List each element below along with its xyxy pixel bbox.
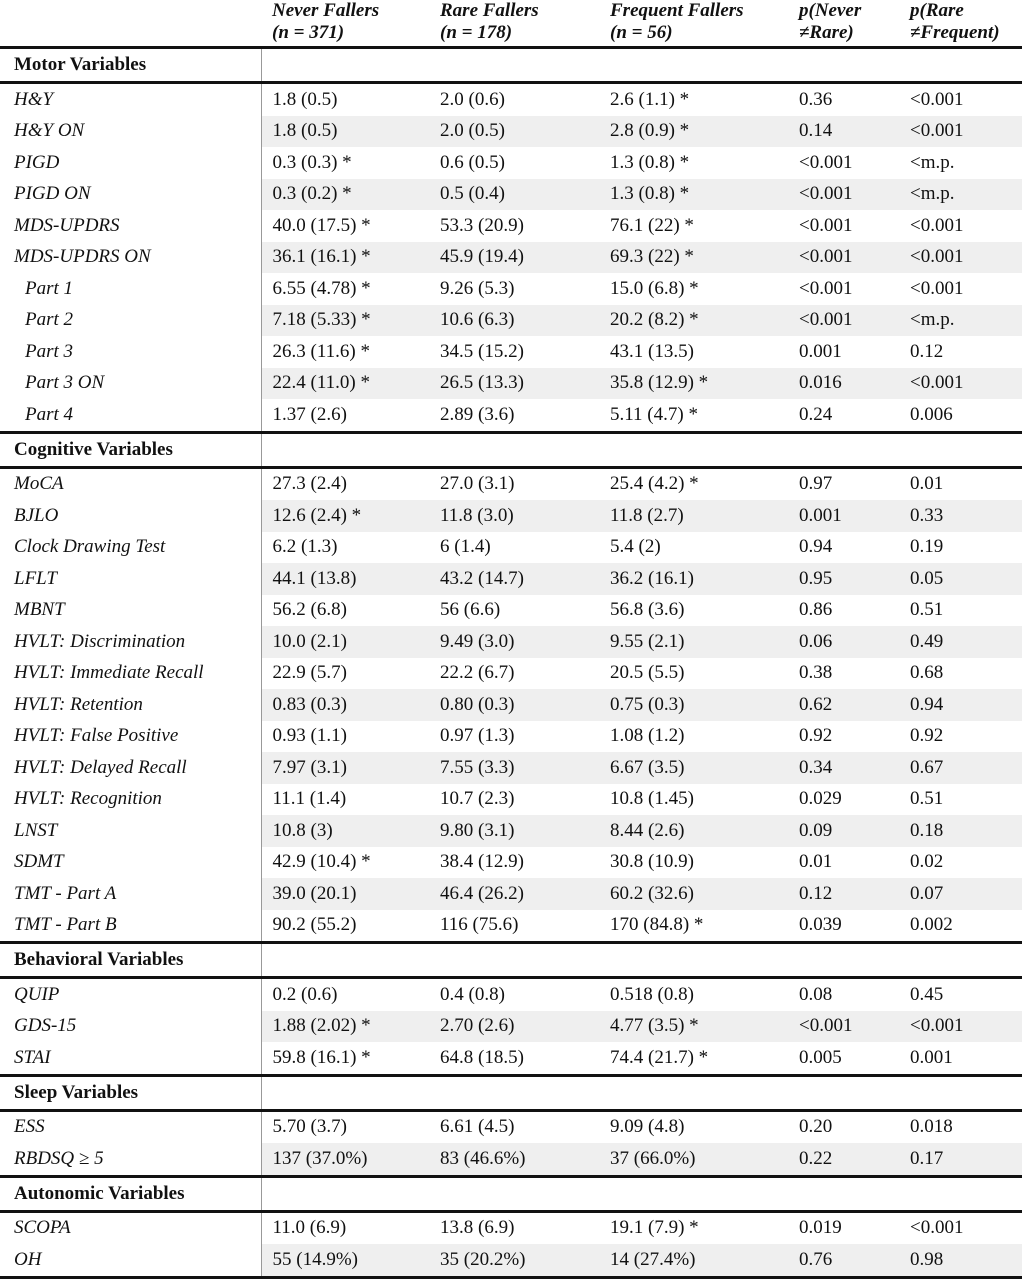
variable-name: MDS-UPDRS [0,210,261,242]
never-fallers-value: 44.1 (13.8) [261,563,429,595]
p-never-rare-value: 0.01 [799,851,833,873]
table-header [0,0,1022,48]
p-never-rare-value: 0.019 [799,1217,842,1239]
section-filler [261,1075,1022,1110]
header-p-rare-frequent-line2: ≠Frequent) [910,22,1000,43]
p-rare-frequent-value: 0.006 [910,403,953,425]
section-filler [261,432,1022,467]
rare-fallers-value: 0.80 (0.3) [429,689,599,721]
variable-name: MBNT [0,595,261,627]
frequent-fallers-value: 0.75 (0.3) [599,689,788,721]
rare-fallers-value: 116 (75.6) [440,914,519,936]
variable-name: HVLT: Recognition [0,784,261,816]
frequent-fallers-value: 6.67 (3.5) [599,752,788,784]
p-rare-frequent-value: 0.001 [910,1046,953,1068]
variable-name: RBDSQ ≥ 5 [0,1143,261,1176]
variable-name: H&Y ON [0,116,261,148]
frequent-fallers-value: 11.8 (2.7) [599,500,788,532]
p-rare-frequent-value: 0.05 [899,563,1022,595]
rare-fallers-value: 26.5 (13.3) [429,368,599,400]
frequent-fallers-value: 15.0 (6.8) * [610,277,699,299]
header-never-fallers [261,0,429,48]
p-rare-frequent-value: <0.001 [899,1011,1022,1043]
variable-name: TMT - Part B [0,910,261,943]
table-row [0,210,1022,242]
p-never-rare-value: 0.14 [788,116,899,148]
rare-fallers-value: 35 (20.2%) [429,1244,599,1277]
rare-fallers-value: 2.70 (2.6) [429,1011,599,1043]
table-row [0,784,1022,816]
variable-name: SDMT [0,847,261,879]
p-rare-frequent-value: <m.p. [899,305,1022,337]
header-p-rare-frequent-line1: p(Rare [910,0,964,21]
p-rare-frequent-value: 0.94 [899,689,1022,721]
never-fallers-value: 59.8 (16.1) * [272,1046,371,1068]
p-rare-frequent-value: 0.45 [910,983,944,1005]
p-rare-frequent-value: 0.51 [910,788,944,810]
section-filler [261,48,1022,83]
rare-fallers-value: 0.5 (0.4) [429,179,599,211]
never-fallers-value: 27.3 (2.4) [272,473,347,495]
p-rare-frequent-value: <m.p. [910,151,955,173]
rare-fallers-value: 6 (1.4) [440,536,491,558]
rare-fallers-value: 83 (46.6%) [429,1143,599,1176]
frequent-fallers-value: 30.8 (10.9) [610,851,694,873]
frequent-fallers-value: 74.4 (21.7) * [610,1046,709,1068]
p-never-rare-value: 0.09 [788,815,899,847]
frequent-fallers-value: 1.3 (0.8) * [599,179,788,211]
table-body [0,48,1022,1278]
section-header-row [0,48,1022,83]
frequent-fallers-value: 2.8 (0.9) * [599,116,788,148]
never-fallers-value: 40.0 (17.5) * [272,214,371,236]
frequent-fallers-value: 5.11 (4.7) * [610,403,698,425]
variable-name: HVLT: Retention [0,689,261,721]
frequent-fallers-value: 10.8 (1.45) [610,788,694,810]
table-row [0,273,1022,305]
rare-fallers-value: 56 (6.6) [440,599,501,621]
p-rare-frequent-value: 0.02 [910,851,944,873]
section-header-row [0,943,1022,978]
p-never-rare-value: 0.36 [799,88,833,110]
p-rare-frequent-value: <0.001 [899,368,1022,400]
p-rare-frequent-value: 0.51 [910,599,944,621]
section-title: Motor Variables [0,48,261,83]
never-fallers-value: 1.8 (0.5) [261,116,429,148]
never-fallers-value: 0.83 (0.3) [261,689,429,721]
p-never-rare-value: <0.001 [799,151,853,173]
p-rare-frequent-value: 0.33 [899,500,1022,532]
frequent-fallers-value: 60.2 (32.6) [599,878,788,910]
frequent-fallers-value: 1.3 (0.8) * [610,151,690,173]
p-never-rare-value: 0.76 [788,1244,899,1277]
rare-fallers-value: 11.8 (3.0) [429,500,599,532]
section-filler [261,1176,1022,1211]
header-row [0,0,1022,48]
p-rare-frequent-value: <m.p. [899,179,1022,211]
variable-name: GDS-15 [0,1011,261,1043]
never-fallers-value: 7.97 (3.1) [261,752,429,784]
p-never-rare-value: <0.001 [788,1011,899,1043]
table-row [0,1110,1022,1143]
table-row [0,1143,1022,1176]
never-fallers-value: 1.88 (2.02) * [261,1011,429,1043]
frequent-fallers-value: 20.5 (5.5) [610,662,685,684]
variable-name: HVLT: Immediate Recall [0,658,261,690]
rare-fallers-value: 43.2 (14.7) [429,563,599,595]
p-never-rare-value: <0.001 [788,179,899,211]
p-rare-frequent-value: <0.001 [910,214,964,236]
never-fallers-value: 26.3 (11.6) * [272,340,370,362]
rare-fallers-value: 27.0 (3.1) [440,473,515,495]
p-rare-frequent-value: 0.98 [899,1244,1022,1277]
variable-name: ESS [0,1110,261,1143]
header-rare-fallers [429,0,599,48]
never-fallers-value: 11.1 (1.4) [272,788,347,810]
p-rare-frequent-value: <0.001 [910,88,964,110]
header-p-rare-frequent [899,0,1022,48]
table-row [0,399,1022,432]
never-fallers-value: 1.37 (2.6) [272,403,347,425]
variable-name: SCOPA [0,1211,261,1244]
p-rare-frequent-value: 0.92 [910,725,944,747]
table-row [0,815,1022,847]
p-rare-frequent-value: 0.002 [910,914,953,936]
variable-name: QUIP [0,978,261,1011]
table-row [0,500,1022,532]
table-row [0,752,1022,784]
header-corner [0,0,261,48]
p-never-rare-value: 0.92 [799,725,833,747]
p-never-rare-value: 0.029 [799,788,842,810]
section-title: Behavioral Variables [0,943,261,978]
p-never-rare-value: 0.005 [799,1046,842,1068]
p-never-rare-value: <0.001 [788,242,899,274]
p-never-rare-value: <0.001 [788,305,899,337]
variable-name: HVLT: False Positive [0,721,261,753]
variable-name: LNST [0,815,261,847]
never-fallers-value: 0.3 (0.3) * [272,151,352,173]
never-fallers-value: 5.70 (3.7) [272,1116,347,1138]
frequent-fallers-value: 2.6 (1.1) * [610,88,690,110]
variable-name: Part 1 [0,273,261,305]
variable-name: HVLT: Discrimination [0,626,261,658]
never-fallers-value: 90.2 (55.2) [272,914,357,936]
header-never-fallers-title: Never Fallers [272,0,380,21]
p-rare-frequent-value: 0.18 [899,815,1022,847]
never-fallers-value: 11.0 (6.9) [272,1217,347,1239]
p-never-rare-value: 0.08 [799,983,833,1005]
never-fallers-value: 10.8 (3) [261,815,429,847]
rare-fallers-value: 38.4 (12.9) [440,851,524,873]
frequent-fallers-value: 4.77 (3.5) * [599,1011,788,1043]
never-fallers-value: 12.6 (2.4) * [261,500,429,532]
rare-fallers-value: 0.6 (0.5) [440,151,505,173]
frequent-fallers-value: 69.3 (22) * [599,242,788,274]
p-rare-frequent-value: 0.018 [910,1116,953,1138]
rare-fallers-value: 46.4 (26.2) [429,878,599,910]
variable-name: Part 3 [0,336,261,368]
table-row [0,147,1022,179]
p-never-rare-value: 0.016 [788,368,899,400]
table-row [0,1211,1022,1244]
never-fallers-value: 0.2 (0.6) [272,983,338,1005]
p-never-rare-value: 0.97 [799,473,833,495]
variable-name: Part 3 ON [0,368,261,400]
table-row [0,595,1022,627]
variable-name: TMT - Part A [0,878,261,910]
frequent-fallers-value: 1.08 (1.2) [610,725,685,747]
table-row [0,532,1022,564]
p-never-rare-value: 0.12 [788,878,899,910]
variable-name: PIGD [0,147,261,179]
variable-name: STAI [0,1042,261,1075]
variable-name: H&Y [0,83,261,116]
p-rare-frequent-value: 0.68 [910,662,944,684]
header-never-fallers-n: (n = 371) [272,22,345,43]
never-fallers-value: 22.4 (11.0) * [261,368,429,400]
frequent-fallers-value: 8.44 (2.6) [599,815,788,847]
rare-fallers-value: 2.89 (3.6) [440,403,515,425]
p-never-rare-value: 0.20 [799,1116,833,1138]
frequent-fallers-value: 43.1 (13.5) [610,340,694,362]
frequent-fallers-value: 37 (66.0%) [599,1143,788,1176]
frequent-fallers-value: 5.4 (2) [610,536,661,558]
frequent-fallers-value: 14 (27.4%) [599,1244,788,1277]
p-rare-frequent-value: 0.67 [899,752,1022,784]
rare-fallers-value: 9.49 (3.0) [429,626,599,658]
header-frequent-fallers [599,0,788,48]
rare-fallers-value: 2.0 (0.6) [440,88,505,110]
table-row [0,242,1022,274]
rare-fallers-value: 22.2 (6.7) [440,662,515,684]
rare-fallers-value: 9.80 (3.1) [429,815,599,847]
p-rare-frequent-value: <0.001 [910,1217,964,1239]
never-fallers-value: 22.9 (5.7) [272,662,347,684]
variable-name: OH [0,1244,261,1277]
p-never-rare-value: 0.24 [799,403,833,425]
variable-name: HVLT: Delayed Recall [0,752,261,784]
p-never-rare-value: 0.039 [799,914,842,936]
frequent-fallers-value: 170 (84.8) * [610,914,704,936]
table-row [0,978,1022,1011]
never-fallers-value: 56.2 (6.8) [272,599,347,621]
never-fallers-value: 0.93 (1.1) [272,725,347,747]
frequent-fallers-value: 20.2 (8.2) * [599,305,788,337]
p-rare-frequent-value: <0.001 [910,277,964,299]
section-header-row [0,432,1022,467]
variable-name: LFLT [0,563,261,595]
table-row [0,83,1022,116]
table-row [0,1042,1022,1075]
frequent-fallers-value: 25.4 (4.2) * [610,473,699,495]
table-row [0,847,1022,879]
never-fallers-value: 6.2 (1.3) [272,536,338,558]
p-never-rare-value: 0.94 [799,536,833,558]
variable-name: MDS-UPDRS ON [0,242,261,274]
header-rare-fallers-n: (n = 178) [440,22,513,43]
p-never-rare-value: <0.001 [799,214,853,236]
table-row [0,878,1022,910]
p-never-rare-value: 0.95 [788,563,899,595]
variable-name: BJLO [0,500,261,532]
section-filler [261,943,1022,978]
table-row [0,626,1022,658]
header-frequent-fallers-n: (n = 56) [610,22,673,43]
never-fallers-value: 39.0 (20.1) [261,878,429,910]
never-fallers-value: 137 (37.0%) [261,1143,429,1176]
table-row [0,721,1022,753]
header-frequent-fallers-title: Frequent Fallers [610,0,744,21]
p-rare-frequent-value: 0.07 [899,878,1022,910]
never-fallers-value: 55 (14.9%) [261,1244,429,1277]
variable-name: Part 4 [0,399,261,432]
frequent-fallers-value: 9.09 (4.8) [610,1116,685,1138]
table-row [0,658,1022,690]
rare-fallers-value: 7.55 (3.3) [429,752,599,784]
rare-fallers-value: 10.6 (6.3) [429,305,599,337]
p-rare-frequent-value: 0.17 [899,1143,1022,1176]
section-title: Sleep Variables [0,1075,261,1110]
header-p-never-rare [788,0,899,48]
table-row [0,368,1022,400]
rare-fallers-value: 45.9 (19.4) [429,242,599,274]
never-fallers-value: 6.55 (4.78) * [272,277,371,299]
p-never-rare-value: 0.62 [788,689,899,721]
p-rare-frequent-value: <0.001 [899,116,1022,148]
never-fallers-value: 36.1 (16.1) * [261,242,429,274]
header-p-never-rare-line1: p(Never [799,0,862,21]
rare-fallers-value: 0.97 (1.3) [440,725,515,747]
p-never-rare-value: 0.38 [799,662,833,684]
rare-fallers-value: 53.3 (20.9) [440,214,524,236]
p-never-rare-value: 0.06 [788,626,899,658]
table-row [0,179,1022,211]
frequent-fallers-value: 19.1 (7.9) * [610,1217,699,1239]
never-fallers-value: 0.3 (0.2) * [261,179,429,211]
section-header-row [0,1075,1022,1110]
never-fallers-value: 42.9 (10.4) * [272,851,371,873]
frequent-fallers-value: 35.8 (12.9) * [599,368,788,400]
table-row [0,689,1022,721]
table-row [0,1244,1022,1277]
frequent-fallers-value: 76.1 (22) * [610,214,694,236]
never-fallers-value: 7.18 (5.33) * [261,305,429,337]
p-rare-frequent-value: <0.001 [899,242,1022,274]
variable-name: MoCA [0,467,261,500]
table-row [0,910,1022,943]
rare-fallers-value: 34.5 (15.2) [440,340,524,362]
table-row [0,116,1022,148]
p-never-rare-value: 0.001 [788,500,899,532]
p-never-rare-value: 0.86 [799,599,833,621]
frequent-fallers-value: 56.8 (3.6) [610,599,685,621]
frequent-fallers-value: 9.55 (2.1) [599,626,788,658]
never-fallers-value: 10.0 (2.1) [261,626,429,658]
table-row [0,336,1022,368]
variable-name: Clock Drawing Test [0,532,261,564]
header-rare-fallers-title: Rare Fallers [440,0,539,21]
frequent-fallers-value: 36.2 (16.1) [599,563,788,595]
never-fallers-value: 1.8 (0.5) [272,88,338,110]
rare-fallers-value: 64.8 (18.5) [440,1046,524,1068]
rare-fallers-value: 2.0 (0.5) [429,116,599,148]
section-title: Cognitive Variables [0,432,261,467]
variable-name: PIGD ON [0,179,261,211]
p-rare-frequent-value: 0.49 [899,626,1022,658]
p-never-rare-value: 0.34 [788,752,899,784]
p-never-rare-value: 0.001 [799,340,842,362]
table-row [0,305,1022,337]
p-rare-frequent-value: 0.19 [910,536,944,558]
p-rare-frequent-value: 0.12 [910,340,944,362]
rare-fallers-value: 10.7 (2.3) [440,788,515,810]
rare-fallers-value: 6.61 (4.5) [440,1116,515,1138]
table-row [0,467,1022,500]
p-rare-frequent-value: 0.01 [910,473,944,495]
rare-fallers-value: 9.26 (5.3) [440,277,515,299]
section-header-row [0,1176,1022,1211]
rare-fallers-value: 0.4 (0.8) [440,983,505,1005]
variable-name: Part 2 [0,305,261,337]
frequent-fallers-value: 0.518 (0.8) [610,983,694,1005]
table-row [0,1011,1022,1043]
section-title: Autonomic Variables [0,1176,261,1211]
header-p-never-rare-line2: ≠Rare) [799,22,854,43]
table-row [0,563,1022,595]
rare-fallers-value: 13.8 (6.9) [440,1217,515,1239]
p-never-rare-value: <0.001 [799,277,853,299]
p-never-rare-value: 0.22 [788,1143,899,1176]
